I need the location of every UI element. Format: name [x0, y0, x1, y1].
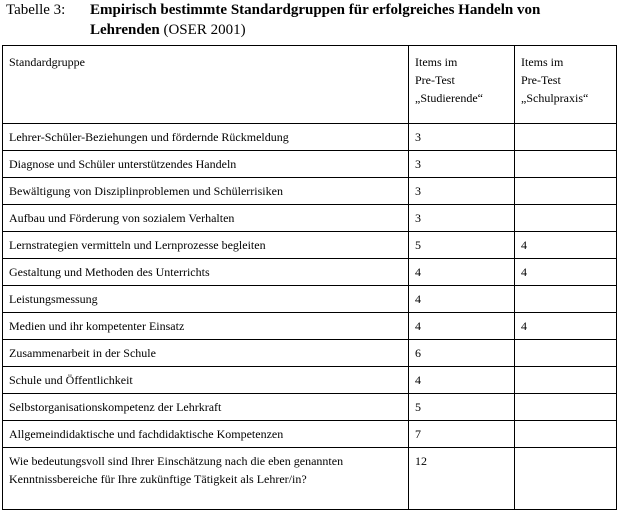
caption-title — [90, 0, 610, 40]
cell-schulpraxis — [515, 205, 617, 232]
cell-schulpraxis — [515, 340, 617, 367]
table-row — [3, 340, 617, 367]
cell-schulpraxis — [515, 394, 617, 421]
cell-studierende: 5 — [409, 394, 515, 421]
table-row — [3, 313, 617, 340]
header-standardgruppe: Standardgruppe — [3, 46, 409, 124]
table-row — [3, 124, 617, 151]
header-items-studierende: Items im Pre-Test „Studierende“ — [409, 46, 515, 124]
cell-group: Selbstorganisationskompetenz der Lehrkraft — [3, 394, 409, 421]
caption-label: Tabelle 3: — [6, 2, 66, 18]
cell-group: Schule und Öffentlichkeit — [3, 367, 409, 394]
cell-group: Zusammenarbeit in der Schule — [3, 340, 409, 367]
cell-schulpraxis — [515, 151, 617, 178]
table-row — [3, 151, 617, 178]
cell-studierende: 3 — [409, 205, 515, 232]
cell-studierende: 6 — [409, 340, 515, 367]
cell-group: Lehrer-Schüler-Beziehungen und fördernde Rückmeldung — [3, 124, 409, 151]
table-row — [3, 205, 617, 232]
cell-group: Leistungsmessung — [3, 286, 409, 313]
cell-schulpraxis: 4 — [515, 259, 617, 286]
cell-schulpraxis: 4 — [515, 232, 617, 259]
cell-studierende: 4 — [409, 286, 515, 313]
cell-schulpraxis — [515, 421, 617, 448]
cell-group: Wie bedeutungsvoll sind Ihrer Einschätzung nach die eben genannten Kenntnissbereiche für Ihre zukünftige Tätigkeit als Lehrer/in? — [3, 448, 409, 510]
cell-studierende: 4 — [409, 259, 515, 286]
cell-group: Diagnose und Schüler unterstützendes Handeln — [3, 151, 409, 178]
table-header-row — [3, 46, 617, 124]
cell-studierende: 3 — [409, 124, 515, 151]
standard-groups-table — [2, 45, 617, 510]
table-row — [3, 394, 617, 421]
cell-studierende: 5 — [409, 232, 515, 259]
cell-studierende: 3 — [409, 151, 515, 178]
cell-studierende: 3 — [409, 178, 515, 205]
table-row — [3, 232, 617, 259]
cell-group: Gestaltung und Methoden des Unterrichts — [3, 259, 409, 286]
table-row — [3, 259, 617, 286]
table-row — [3, 367, 617, 394]
caption-title-source: (OSER 2001) — [159, 22, 246, 38]
caption-title-bold: Empirisch bestimmte Standardgruppen für erfolgreiches Handeln von Lehrenden — [90, 2, 541, 38]
cell-schulpraxis — [515, 286, 617, 313]
cell-group: Medien und ihr kompetenter Einsatz — [3, 313, 409, 340]
header-items-schulpraxis: Items im Pre-Test „Schulpraxis“ — [515, 46, 617, 124]
cell-studierende: 12 — [409, 448, 515, 510]
table-row — [3, 286, 617, 313]
table-row — [3, 421, 617, 448]
table-row — [3, 448, 617, 510]
cell-studierende: 7 — [409, 421, 515, 448]
cell-schulpraxis — [515, 367, 617, 394]
table-row — [3, 178, 617, 205]
cell-group: Bewältigung von Disziplinproblemen und Schülerrisiken — [3, 178, 409, 205]
cell-group: Lernstrategien vermitteln und Lernprozesse begleiten — [3, 232, 409, 259]
cell-group: Allgemeindidaktische und fachdidaktische Kompetenzen — [3, 421, 409, 448]
cell-schulpraxis: 4 — [515, 313, 617, 340]
cell-schulpraxis — [515, 124, 617, 151]
cell-group: Aufbau und Förderung von sozialem Verhalten — [3, 205, 409, 232]
cell-schulpraxis — [515, 448, 617, 510]
cell-schulpraxis — [515, 178, 617, 205]
cell-studierende: 4 — [409, 313, 515, 340]
cell-studierende: 4 — [409, 367, 515, 394]
